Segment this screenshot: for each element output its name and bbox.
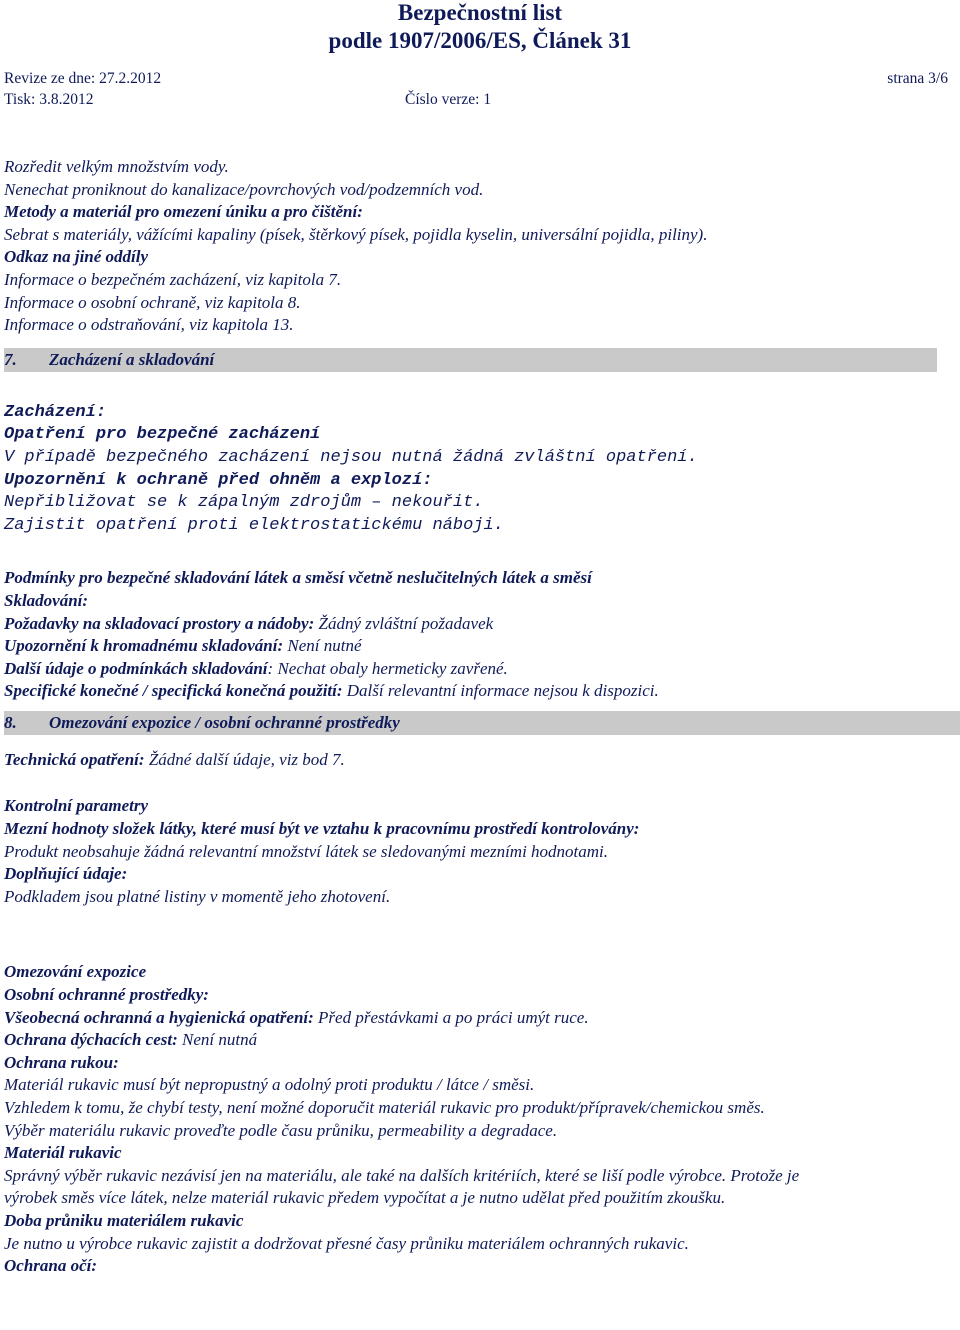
subheading: Materiál rukavic: [4, 1143, 122, 1163]
text-line: [4, 680, 954, 703]
section-8-header: [4, 711, 960, 735]
field-label: Upozornění k hromadnému skladování:: [4, 636, 284, 656]
section-7-header: [4, 348, 937, 372]
text-line: [4, 613, 954, 636]
subheading: Ochrana očí:: [4, 1256, 98, 1276]
text-line: Výběr materiálu rukavic proveďte podle času průniku, permeability a degradace.: [4, 1120, 558, 1140]
field-label: Specifické konečné / specifická konečná použití:: [4, 681, 343, 701]
text-line: Je nutno u výrobce rukavic zajistit a dodržovat přesné časy průniku materiálem ochranných rukavic.: [4, 1233, 689, 1253]
section-title: Omezování expozice / osobní ochranné prostředky: [49, 712, 400, 732]
field-value: : Nechat obaly hermeticky zavřené.: [267, 658, 508, 678]
subheading: Doba průniku materiálem rukavic: [4, 1210, 244, 1230]
text-line: [4, 1007, 954, 1030]
field-value: Žádný zvláštní požadavek: [314, 613, 494, 633]
subheading: Kontrolní parametry: [4, 796, 149, 816]
subheading: Mezní hodnoty složek látky, které musí být ve vztahu k pracovnímu prostředí kontrolovány:: [4, 819, 640, 839]
document-subtitle: podle 1907/2006/ES, Článek 31: [328, 28, 632, 53]
field-label: Technická opatření:: [4, 749, 145, 769]
text-line: Sebrat s materiály, vážícími kapaliny (písek, štěrkový písek, pojidla kyselin, universální pojidla, piliny).: [4, 224, 708, 244]
subheading: Odkaz na jiné oddíly: [4, 247, 149, 267]
page-header: [0, 0, 960, 110]
text-line: [4, 635, 954, 658]
subheading: Metody a materiál pro omezení úniku a pro čištění:: [4, 202, 363, 222]
subheading: Zacházení:: [4, 402, 107, 422]
text-line: [4, 658, 954, 681]
text-line: výrobek směs více látek, nelze materiál rukavic předem vypočítat a je nutno udělat před použitím zkoušku.: [4, 1188, 726, 1208]
subheading: Ochrana rukou:: [4, 1052, 119, 1072]
text-line: Materiál rukavic musí být nepropustný a odolný proti produktu / látce / směsi.: [4, 1075, 535, 1095]
text-line: Podkladem jsou platné listiny v momentě jeho zhotovení.: [4, 886, 391, 906]
field-value: Žádné další údaje, viz bod 7.: [144, 749, 345, 769]
page-number: strana 3/6: [887, 70, 948, 87]
subheading: Doplňující údaje:: [4, 864, 128, 884]
subheading: Omezování expozice: [4, 962, 147, 982]
text-line: Zajistit opatření proti elektrostatickému náboji.: [4, 515, 504, 535]
revision-date: Revize ze dne: 27.2.2012: [4, 70, 162, 87]
section-number: 8.: [4, 712, 17, 732]
field-value: Není nutná: [177, 1030, 258, 1050]
field-label: Další údaje o podmínkách skladování: [4, 658, 268, 678]
text-line: Produkt neobsahuje žádná relevantní množství látek se sledovanými mezními hodnotami.: [4, 841, 609, 861]
text-line: Vzhledem k tomu, že chybí testy, není možné doporučit materiál rukavic pro produkt/přípravek/chemickou směs.: [4, 1098, 765, 1117]
subheading: Upozornění k ochraně před ohněm a explozí:: [4, 470, 433, 490]
subheading: Podmínky pro bezpečné skladování látek a směsí včetně neslučitelných látek a směsí: [4, 568, 592, 588]
field-value: Další relevantní informace nejsou k dispozici.: [342, 681, 659, 701]
text-line: Správný výběr rukavic nezávisí jen na materiálu, ale také na dalších kritériích, které se liší podle výrobce. Protože je: [4, 1165, 800, 1185]
text-line: Nepřibližovat se k zápalným zdrojům – nekouřit.: [4, 493, 484, 513]
print-date: Tisk: 3.8.2012: [4, 91, 94, 108]
document-title: Bezpečnostní list: [397, 0, 563, 25]
document-body: [4, 156, 954, 1278]
field-label: Ochrana dýchacích cest:: [4, 1030, 178, 1050]
text-line: [4, 1029, 954, 1052]
section-number: 7.: [4, 349, 17, 369]
text-line: Informace o bezpečném zacházení, viz kapitola 7.: [4, 269, 342, 289]
text-line: Informace o odstraňování, viz kapitola 13.: [4, 315, 294, 335]
field-label: Požadavky na skladovací prostory a nádoby:: [4, 613, 315, 633]
text-line: Rozředit velkým množstvím vody.: [4, 157, 229, 176]
subheading: Skladování:: [4, 590, 89, 610]
text-line: [4, 749, 954, 772]
field-value: Před přestávkami a po práci umýt ruce.: [313, 1007, 589, 1027]
subheading: Osobní ochranné prostředky:: [4, 985, 209, 1005]
section-title: Zacházení a skladování: [49, 349, 215, 369]
version-number: Číslo verze: 1: [405, 91, 492, 108]
text-line: Informace o osobní ochraně, viz kapitola 8.: [4, 292, 301, 312]
field-label: Všeobecná ochranná a hygienická opatření:: [4, 1007, 314, 1027]
text-line: V případě bezpečného zacházení nejsou nutná žádná zvláštní opatření.: [4, 447, 698, 467]
text-line: Nenechat proniknout do kanalizace/povrchových vod/podzemních vod.: [4, 179, 484, 199]
field-value: Není nutné: [283, 636, 362, 656]
subheading: Opatření pro bezpečné zacházení: [4, 425, 321, 445]
